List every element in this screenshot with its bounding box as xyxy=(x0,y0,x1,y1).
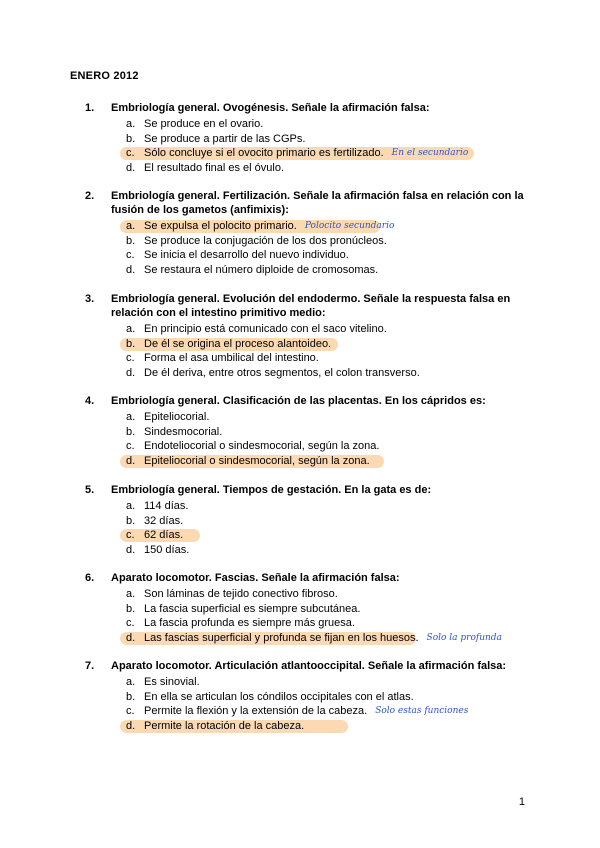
handwritten-note: En el secundario xyxy=(391,148,469,159)
option-text: La fascia profunda es siempre más gruesa. xyxy=(144,617,355,630)
option-text: Epiteliocorial o sindesmocorial, según la zona. xyxy=(144,455,370,468)
option-d xyxy=(85,263,530,278)
question-text: Aparato locomotor. Articulación atlantooccipital. Señale la afirmación falsa: xyxy=(111,660,507,672)
option-text: 150 días. xyxy=(144,544,190,557)
option-text: La fascia superficial es siempre subcutánea. xyxy=(144,602,361,615)
option-text: En principio está comunicado con el saco vitelino. xyxy=(144,323,387,335)
option-a xyxy=(85,675,530,690)
option-text: Se produce en el ovario. xyxy=(144,118,264,130)
option-letter: c. xyxy=(126,352,135,365)
option-letter: b. xyxy=(126,514,136,527)
question-3 xyxy=(85,292,530,381)
question-number: 5. xyxy=(85,484,95,496)
page-number: 1 xyxy=(518,796,525,808)
question-text: Embriología general. Clasificación de las placentas. En los cápridos es: xyxy=(111,395,486,407)
option-letter: b. xyxy=(126,234,136,247)
option-letter: a. xyxy=(126,323,136,335)
option-letter: a. xyxy=(126,588,136,600)
option-letter: a. xyxy=(126,220,136,232)
option-text: Es sinovial. xyxy=(144,676,200,688)
question-number: 3. xyxy=(85,293,95,305)
option-letter: b. xyxy=(126,425,136,438)
handwritten-note: Solo la profunda xyxy=(426,633,502,644)
option-letter: a. xyxy=(126,500,136,512)
option-c-highlighted xyxy=(85,146,530,161)
question-number: 6. xyxy=(85,572,95,584)
option-text: Permite la rotación de la cabeza. xyxy=(144,720,305,733)
option-letter: b. xyxy=(126,132,136,145)
option-a xyxy=(85,587,530,602)
question-text: Embriología general. Evolución del endodermo. Señale la respuesta falsa en relación con el intestino primitivo medio: xyxy=(111,293,511,319)
question-2 xyxy=(85,189,530,278)
option-letter: a. xyxy=(126,118,136,130)
option-letter: b. xyxy=(126,690,136,703)
option-text: Se inicia el desarrollo del nuevo individuo. xyxy=(144,249,349,262)
option-letter: b. xyxy=(126,337,136,350)
option-letter: c. xyxy=(126,617,135,630)
question-number: 4. xyxy=(85,395,95,407)
option-a-highlighted xyxy=(85,219,530,234)
option-text: El resultado final es el óvulo. xyxy=(144,162,285,175)
option-b xyxy=(85,514,530,529)
option-d-highlighted xyxy=(85,719,530,734)
option-b xyxy=(85,132,530,147)
option-letter: d. xyxy=(126,162,136,175)
option-a xyxy=(85,117,530,132)
question-6 xyxy=(85,571,530,646)
question-text: Embriología general. Ovogénesis. Señale la afirmación falsa: xyxy=(111,102,430,114)
option-letter: c. xyxy=(126,705,135,718)
option-text: De él deriva, entre otros segmentos, el colon transverso. xyxy=(144,367,420,380)
handwritten-note: Polocito secundario xyxy=(304,221,395,231)
question-1 xyxy=(85,101,530,176)
question-5 xyxy=(85,483,530,558)
option-c xyxy=(85,351,530,366)
option-letter: d. xyxy=(126,264,136,277)
option-letter: a. xyxy=(126,676,136,688)
question-text: Embriología general. Tiempos de gestación. En la gata es de: xyxy=(111,484,432,496)
option-text: Sólo concluye si el ovocito primario es fertilizado. xyxy=(144,147,384,160)
option-letter: c. xyxy=(126,529,135,542)
option-a xyxy=(85,410,530,425)
option-letter: c. xyxy=(126,440,135,453)
option-d-highlighted xyxy=(85,631,530,646)
option-text: Se produce a partir de las CGPs. xyxy=(144,132,306,145)
option-text: 32 días. xyxy=(144,514,184,527)
option-letter: d. xyxy=(126,544,136,557)
option-text: Se restaura el número diploide de cromosomas. xyxy=(144,264,379,277)
option-b xyxy=(85,425,530,440)
option-letter: b. xyxy=(126,602,136,615)
option-letter: d. xyxy=(126,455,136,468)
option-text: Permite la flexión y la extensión de la cabeza. xyxy=(144,705,368,718)
option-c xyxy=(85,616,530,631)
option-letter: c. xyxy=(126,147,135,160)
option-text: Se expulsa el polocito primario. xyxy=(144,220,297,232)
option-text: Forma el asa umbilical del intestino. xyxy=(144,352,319,365)
option-text: Endoteliocorial o sindesmocorial, según la zona. xyxy=(144,440,380,453)
option-letter: c. xyxy=(126,249,135,262)
option-c xyxy=(85,704,530,719)
option-d-highlighted xyxy=(85,454,530,469)
option-text: Son láminas de tejido conectivo fibroso. xyxy=(144,588,338,600)
option-a xyxy=(85,322,530,337)
question-number: 1. xyxy=(85,102,95,114)
question-number: 2. xyxy=(85,190,95,202)
option-b xyxy=(85,602,530,617)
question-7 xyxy=(85,659,530,734)
option-letter: a. xyxy=(126,411,136,423)
handwritten-note: Solo estas funciones xyxy=(375,706,469,717)
question-text: Aparato locomotor. Fascias. Señale la afirmación falsa: xyxy=(111,572,400,584)
option-letter: d. xyxy=(126,632,136,645)
option-letter: d. xyxy=(126,720,136,733)
option-text: Se produce la conjugación de los dos pronúcleos. xyxy=(144,234,387,247)
option-text: 114 días. xyxy=(144,500,189,512)
option-d xyxy=(85,161,530,176)
option-text: De él se origina el proceso alantoideo. xyxy=(144,337,332,350)
option-c xyxy=(85,439,530,454)
question-number: 7. xyxy=(85,660,95,672)
exam-title: ENERO 2012 xyxy=(70,70,139,82)
question-4 xyxy=(85,394,530,469)
option-c-highlighted xyxy=(85,528,530,543)
option-text: En ella se articulan los cóndilos occipitales con el atlas. xyxy=(144,690,414,703)
question-text: Embriología general. Fertilización. Señale la afirmación falsa en relación con la fusión de los gametos (anfimixis): xyxy=(111,190,524,216)
option-d xyxy=(85,543,530,558)
option-text: Sindesmocorial. xyxy=(144,425,223,438)
option-b-highlighted xyxy=(85,337,530,352)
option-b xyxy=(85,690,530,705)
option-letter: d. xyxy=(126,367,136,380)
option-b xyxy=(85,234,530,249)
option-text: Las fascias superficial y profunda se fijan en los huesos. xyxy=(144,632,419,645)
option-text: Epiteliocorial. xyxy=(144,411,210,423)
option-c xyxy=(85,248,530,263)
option-a xyxy=(85,499,530,514)
option-d xyxy=(85,366,530,381)
option-text: 62 días. xyxy=(144,529,184,542)
